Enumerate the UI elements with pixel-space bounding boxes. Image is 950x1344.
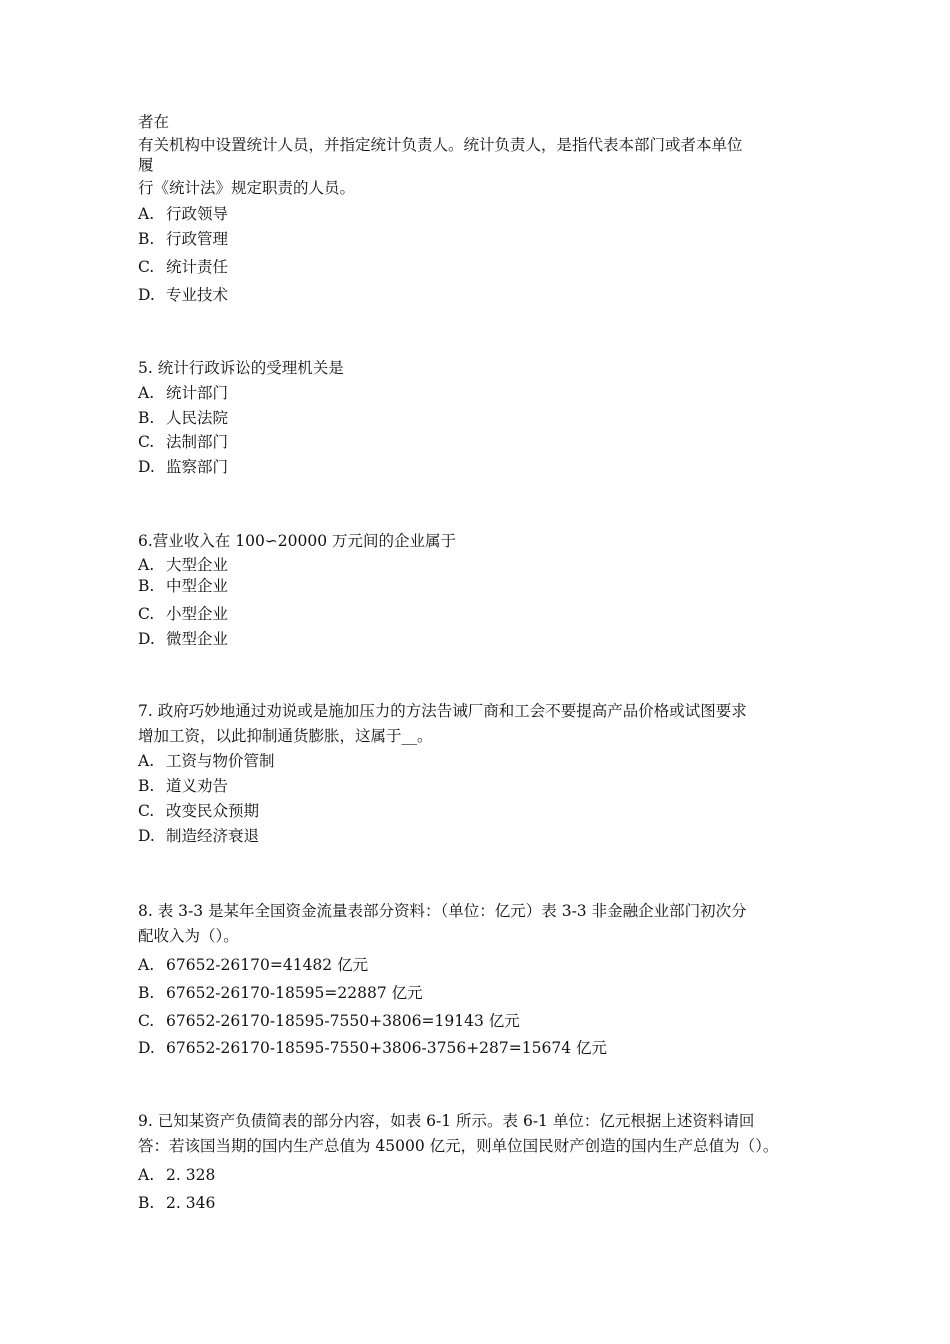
option-text: 统计责任 (166, 258, 229, 276)
option-text: 67652-26170-18595-7550+3806-3756+287=15674 亿元 (166, 1039, 607, 1057)
option-text: 道义劝告 (166, 777, 229, 795)
option-letter: C. (138, 1012, 155, 1030)
q8-option-a (138, 955, 368, 975)
q9-option-a (138, 1165, 215, 1185)
option-text: 制造经济衰退 (166, 827, 260, 845)
option-text: 2. 328 (166, 1166, 216, 1184)
q6-option-d (138, 629, 228, 649)
option-text: 中型企业 (166, 577, 229, 595)
q8-option-b (138, 983, 423, 1003)
option-letter: A. (138, 556, 155, 574)
q8-stem-line-2: 配收入为（）。 (138, 927, 239, 945)
option-letter: C. (138, 802, 155, 820)
option-letter: A. (138, 205, 155, 223)
option-letter: C. (138, 433, 155, 451)
option-text: 小型企业 (166, 605, 229, 623)
q8-option-d (138, 1038, 607, 1058)
option-text: 专业技术 (166, 286, 229, 304)
option-letter: D. (138, 458, 155, 476)
q5-stem: 5. 统计行政诉讼的受理机关是 (138, 359, 344, 377)
q8-stem-line-1: 8. 表 3-3 是某年全国资金流量表部分资料：（单位：亿元）表 3-3 非金融企业部门初次分 (138, 902, 747, 920)
option-text: 人民法院 (166, 409, 229, 427)
option-letter: B. (138, 1194, 155, 1212)
q7-option-c (138, 801, 259, 821)
option-text: 67652-26170-18595=22887 亿元 (166, 984, 423, 1002)
q4-stem-line-4: 行《统计法》规定职责的人员。 (138, 179, 356, 197)
q5-option-a (138, 383, 228, 403)
option-letter: D. (138, 630, 155, 648)
option-letter: A. (138, 1166, 155, 1184)
option-text: 67652-26170-18595-7550+3806=19143 亿元 (166, 1012, 520, 1030)
q4-option-d (138, 285, 228, 305)
option-text: 改变民众预期 (166, 802, 260, 820)
option-text: 大型企业 (166, 556, 229, 574)
option-letter: C. (138, 605, 155, 623)
option-text: 67652-26170=41482 亿元 (166, 956, 369, 974)
option-letter: B. (138, 984, 155, 1002)
q7-option-b (138, 776, 228, 796)
q4-option-c (138, 257, 228, 277)
q6-stem: 6.营业收入在 100∽20000 万元间的企业属于 (138, 532, 457, 550)
option-letter: B. (138, 230, 155, 248)
q7-option-a (138, 751, 275, 771)
q4-option-b (138, 229, 228, 249)
option-text: 工资与物价管制 (166, 752, 275, 770)
q9-option-b (138, 1193, 215, 1213)
q7-stem-line-2: 增加工资，以此抑制通货膨胀，这属于__。 (138, 727, 433, 745)
q9-stem-line-1: 9. 已知某资产负债简表的部分内容，如表 6-1 所示。表 6-1 单位：亿元根据上述资料请回 (138, 1112, 755, 1130)
q5-option-b (138, 408, 228, 428)
option-text: 监察部门 (166, 458, 229, 476)
option-letter: B. (138, 777, 155, 795)
option-text: 微型企业 (166, 630, 229, 648)
option-letter: B. (138, 577, 155, 595)
q4-stem-line-2: 有关机构中设置统计人员，并指定统计负责人。统计负责人，是指代表本部门或者本单位 (138, 136, 743, 154)
q9-stem-line-2: 答：若该国当期的国内生产总值为 45000 亿元，则单位国民财产创造的国内生产总值为（）。 (138, 1137, 779, 1155)
option-letter: D. (138, 827, 155, 845)
option-letter: D. (138, 1039, 155, 1057)
option-letter: A. (138, 384, 155, 402)
option-text: 法制部门 (166, 433, 229, 451)
option-letter: B. (138, 409, 155, 427)
q5-option-c (138, 432, 228, 452)
q4-stem-line-1: 者在 (138, 113, 170, 131)
q7-stem-line-1: 7. 政府巧妙地通过劝说或是施加压力的方法告诫厂商和工会不要提高产品价格或试图要求 (138, 702, 747, 720)
q4-option-a (138, 204, 228, 224)
option-text: 统计部门 (166, 384, 229, 402)
option-letter: D. (138, 286, 155, 304)
option-letter: C. (138, 258, 155, 276)
q8-option-c (138, 1011, 520, 1031)
q4-stem-line-3: 履 (138, 156, 154, 174)
option-text: 行政领导 (166, 205, 229, 223)
option-text: 2. 346 (166, 1194, 216, 1212)
option-letter: A. (138, 956, 155, 974)
q6-option-a (138, 555, 228, 575)
option-letter: A. (138, 752, 155, 770)
q6-option-b (138, 576, 228, 596)
q5-option-d (138, 457, 228, 477)
q7-option-d (138, 826, 259, 846)
option-text: 行政管理 (166, 230, 229, 248)
q6-option-c (138, 604, 228, 624)
